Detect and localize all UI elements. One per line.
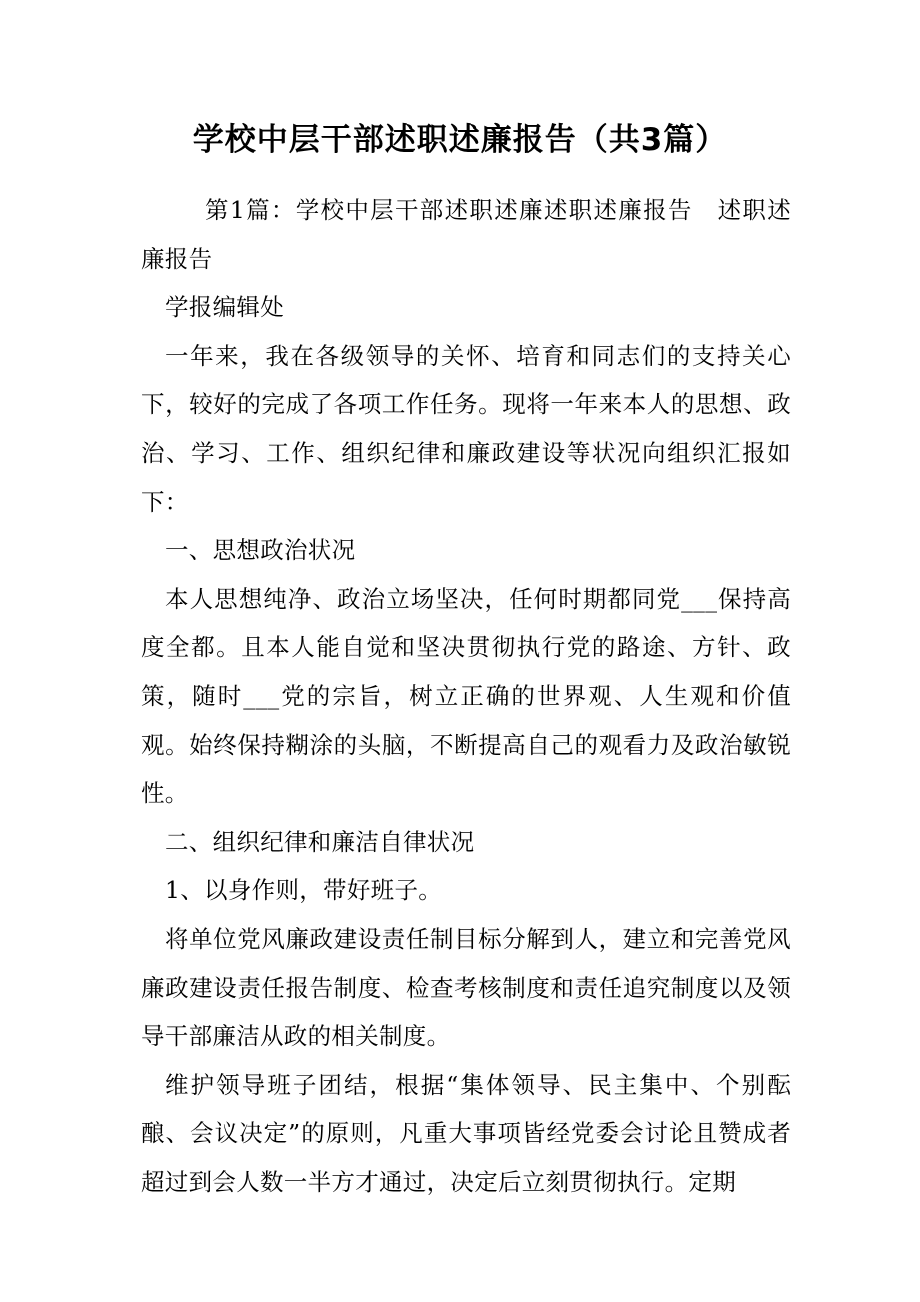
- paragraph-intro: 一年来，我在各级领导的关怀、培育和同志们的支持关心下，较好的完成了各项工作任务。现将一年来本人的思想、政治、学习、工作、组织纪律和廉政建设等状况向组织汇报如下：: [141, 341, 791, 516]
- paragraph-ideology: 本人思想纯净、政治立场坚决，任何时期都同党___保持高度全都。且本人能自觉和坚决贯彻执行党的路途、方针、政策，随时___党的宗旨，树立正确的世界观、人生观和价值观。始终保持糊涂的头脑，不断提高自己的观看力及政治敏锐性。: [141, 584, 791, 808]
- paragraph-department: 学报编辑处: [165, 293, 284, 322]
- document-title: 学校中层干部述职述廉报告（共3篇）: [192, 122, 728, 158]
- paragraph-team-unity: 维护领导班子团结，根据“集体领导、民主集中、个别酝酿、会议决定”的原则，凡重大事项皆经党委会讨论且赞成者超过到会人数一半方才通过，决定后立刻贯彻执行。定期: [141, 1070, 791, 1196]
- section-subtitle: 第1篇：学校中层干部述职述廉述职述廉报告 述职述廉报告: [141, 196, 791, 273]
- document-body: [141, 186, 791, 1206]
- paragraph-responsibility: 将单位党风廉政建设责任制目标分解到人，建立和完善党风廉政建设责任报告制度、检查考核制度和责任追究制度以及领导干部廉洁从政的相关制度。: [141, 924, 791, 1051]
- heading-ideology: 一、思想政治状况: [165, 536, 356, 565]
- subheading-lead-by-example: 1、以身作则，带好班子。: [165, 876, 443, 905]
- heading-discipline: 二、组织纪律和廉洁自律状况: [165, 827, 475, 856]
